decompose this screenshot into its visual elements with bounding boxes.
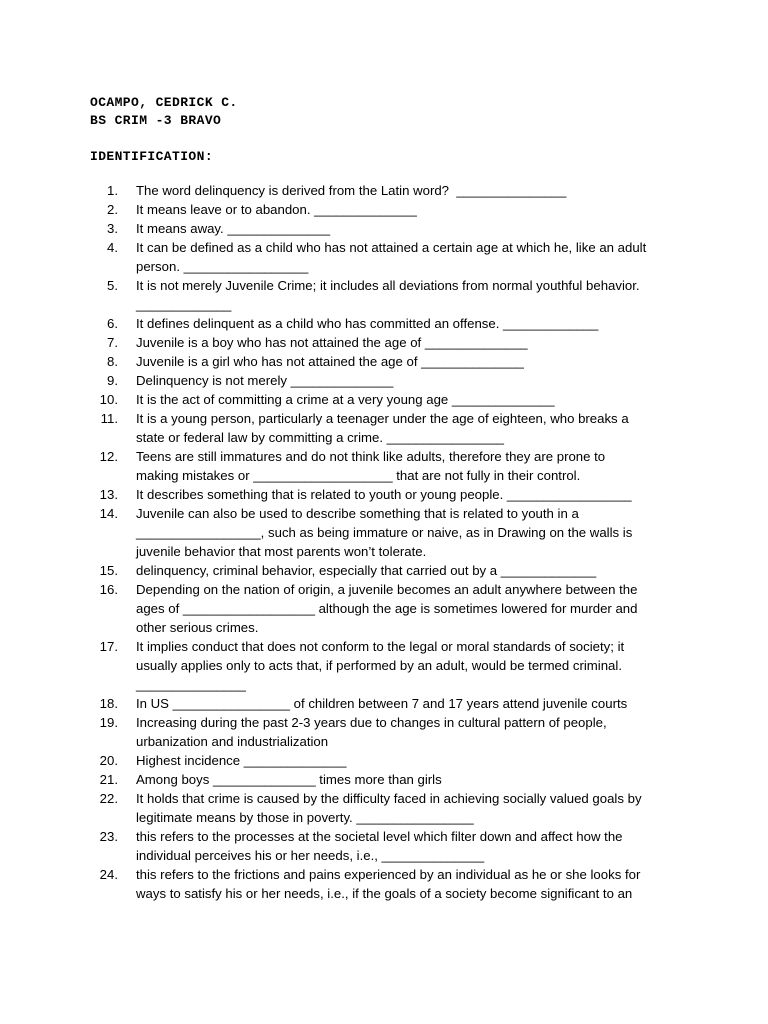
question-number: 19.	[99, 715, 118, 730]
question-line: It defines delinquent as a child who has committed an offense. _____________	[136, 316, 599, 331]
question-text	[136, 865, 676, 903]
question-item	[0, 447, 768, 485]
question-number: 21.	[99, 772, 118, 787]
question-line: urbanization and industrialization	[136, 734, 329, 749]
student-course: BS CRIM -3 BRAVO	[90, 113, 222, 128]
question-line: It means away. ______________	[136, 221, 331, 236]
question-number: 4.	[107, 240, 118, 255]
question-number: 11.	[100, 411, 118, 426]
question-list	[0, 181, 768, 903]
question-line: person. _________________	[136, 259, 309, 274]
question-item	[0, 865, 768, 903]
question-item	[0, 694, 768, 713]
question-line: It means leave or to abandon. ______________	[136, 202, 417, 217]
question-text	[136, 409, 676, 447]
question-line: Increasing during the past 2-3 years due to changes in cultural pattern of people,	[136, 715, 607, 730]
question-number: 7.	[107, 335, 118, 350]
question-item	[0, 219, 768, 238]
question-number: 10.	[99, 392, 118, 407]
question-line: _________________, such as being immature or naive, as in Drawing on the walls is	[136, 525, 633, 540]
question-text	[136, 219, 676, 238]
question-number: 24.	[99, 867, 118, 882]
question-line: Juvenile is a girl who has not attained the age of ______________	[136, 354, 524, 369]
question-item	[0, 181, 768, 200]
question-text	[136, 694, 676, 713]
question-line: individual perceives his or her needs, i.e., ______________	[136, 848, 485, 863]
question-line: ages of __________________ although the age is sometimes lowered for murder and	[136, 601, 638, 616]
question-number: 20.	[99, 753, 118, 768]
question-text	[136, 751, 676, 770]
question-text	[136, 770, 676, 789]
student-name: OCAMPO, CEDRICK C.	[90, 95, 238, 110]
question-line: making mistakes or ___________________ that are not fully in their control.	[136, 468, 581, 483]
question-item	[0, 827, 768, 865]
question-number: 6.	[107, 316, 118, 331]
question-item	[0, 409, 768, 447]
question-number: 12.	[99, 449, 118, 464]
question-line: juvenile behavior that most parents won’t tolerate.	[136, 544, 427, 559]
question-item	[0, 485, 768, 504]
question-item	[0, 314, 768, 333]
question-line: Highest incidence ______________	[136, 753, 347, 768]
question-line: Depending on the nation of origin, a juvenile becomes an adult anywhere between the	[136, 582, 638, 597]
question-line: It describes something that is related to youth or young people. _________________	[136, 487, 632, 502]
question-text	[136, 333, 676, 352]
question-line: other serious crimes.	[136, 620, 259, 635]
question-number: 9.	[107, 373, 118, 388]
question-number: 18.	[99, 696, 118, 711]
question-item	[0, 333, 768, 352]
question-line: this refers to the frictions and pains experienced by an individual as he or she looks for	[136, 867, 641, 882]
question-line: this refers to the processes at the societal level which filter down and affect how the	[136, 829, 623, 844]
question-item	[0, 637, 768, 694]
question-text	[136, 314, 676, 333]
question-number: 14.	[99, 506, 118, 521]
question-number: 1.	[107, 183, 118, 198]
question-line: In US ________________ of children between 7 and 17 years attend juvenile courts	[136, 696, 628, 711]
question-item	[0, 276, 768, 314]
question-item	[0, 789, 768, 827]
question-line: Delinquency is not merely ______________	[136, 373, 394, 388]
question-text	[136, 637, 676, 694]
question-number: 2.	[107, 202, 118, 217]
question-number: 15.	[99, 563, 118, 578]
question-text	[136, 352, 676, 371]
question-line: It is not merely Juvenile Crime; it includes all deviations from normal youthful behavior.	[136, 278, 640, 293]
question-item	[0, 200, 768, 219]
question-item	[0, 770, 768, 789]
question-text	[136, 181, 676, 200]
question-item	[0, 238, 768, 276]
question-item	[0, 504, 768, 561]
question-line: state or federal law by committing a crime. ________________	[136, 430, 505, 445]
question-line: _______________	[136, 677, 247, 692]
question-text	[136, 371, 676, 390]
question-line: ways to satisfy his or her needs, i.e., if the goals of a society become significant to an	[136, 886, 633, 901]
question-number: 3.	[107, 221, 118, 236]
question-line: Among boys ______________ times more than girls	[136, 772, 442, 787]
question-line: It holds that crime is caused by the difficulty faced in achieving socially valued goals by	[136, 791, 642, 806]
question-item	[0, 713, 768, 751]
question-line: It implies conduct that does not conform to the legal or moral standards of society; it	[136, 639, 625, 654]
question-item	[0, 580, 768, 637]
question-item	[0, 390, 768, 409]
question-text	[136, 447, 676, 485]
question-item	[0, 561, 768, 580]
question-text	[136, 200, 676, 219]
question-text	[136, 827, 676, 865]
question-number: 23.	[99, 829, 118, 844]
question-item	[0, 352, 768, 371]
question-line: The word delinquency is derived from the Latin word? _______________	[136, 183, 567, 198]
question-line: It can be defined as a child who has not attained a certain age at which he, like an adult	[136, 240, 647, 255]
question-text	[136, 580, 676, 637]
question-number: 16.	[99, 582, 118, 597]
question-item	[0, 751, 768, 770]
question-line: Juvenile can also be used to describe something that is related to youth in a	[136, 506, 579, 521]
question-text	[136, 390, 676, 409]
question-number: 5.	[107, 278, 118, 293]
section-title: IDENTIFICATION:	[90, 149, 214, 164]
question-text	[136, 789, 676, 827]
question-number: 13.	[99, 487, 118, 502]
question-line: usually applies only to acts that, if performed by an adult, would be termed criminal.	[136, 658, 622, 673]
question-text	[136, 504, 676, 561]
question-number: 8.	[107, 354, 118, 369]
question-line: Teens are still immatures and do not think like adults, therefore they are prone to	[136, 449, 606, 464]
question-line: legitimate means by those in poverty. ________________	[136, 810, 474, 825]
question-text	[136, 561, 676, 580]
question-text	[136, 485, 676, 504]
question-text	[136, 238, 676, 276]
question-line: It is the act of committing a crime at a very young age ______________	[136, 392, 555, 407]
question-line: It is a young person, particularly a teenager under the age of eighteen, who breaks a	[136, 411, 629, 426]
question-text	[136, 713, 676, 751]
question-line: Juvenile is a boy who has not attained the age of ______________	[136, 335, 528, 350]
question-line: delinquency, criminal behavior, especially that carried out by a _____________	[136, 563, 597, 578]
question-number: 17.	[99, 639, 118, 654]
question-item	[0, 371, 768, 390]
question-line: _____________	[136, 297, 232, 312]
question-text	[136, 276, 676, 314]
question-number: 22.	[99, 791, 118, 806]
